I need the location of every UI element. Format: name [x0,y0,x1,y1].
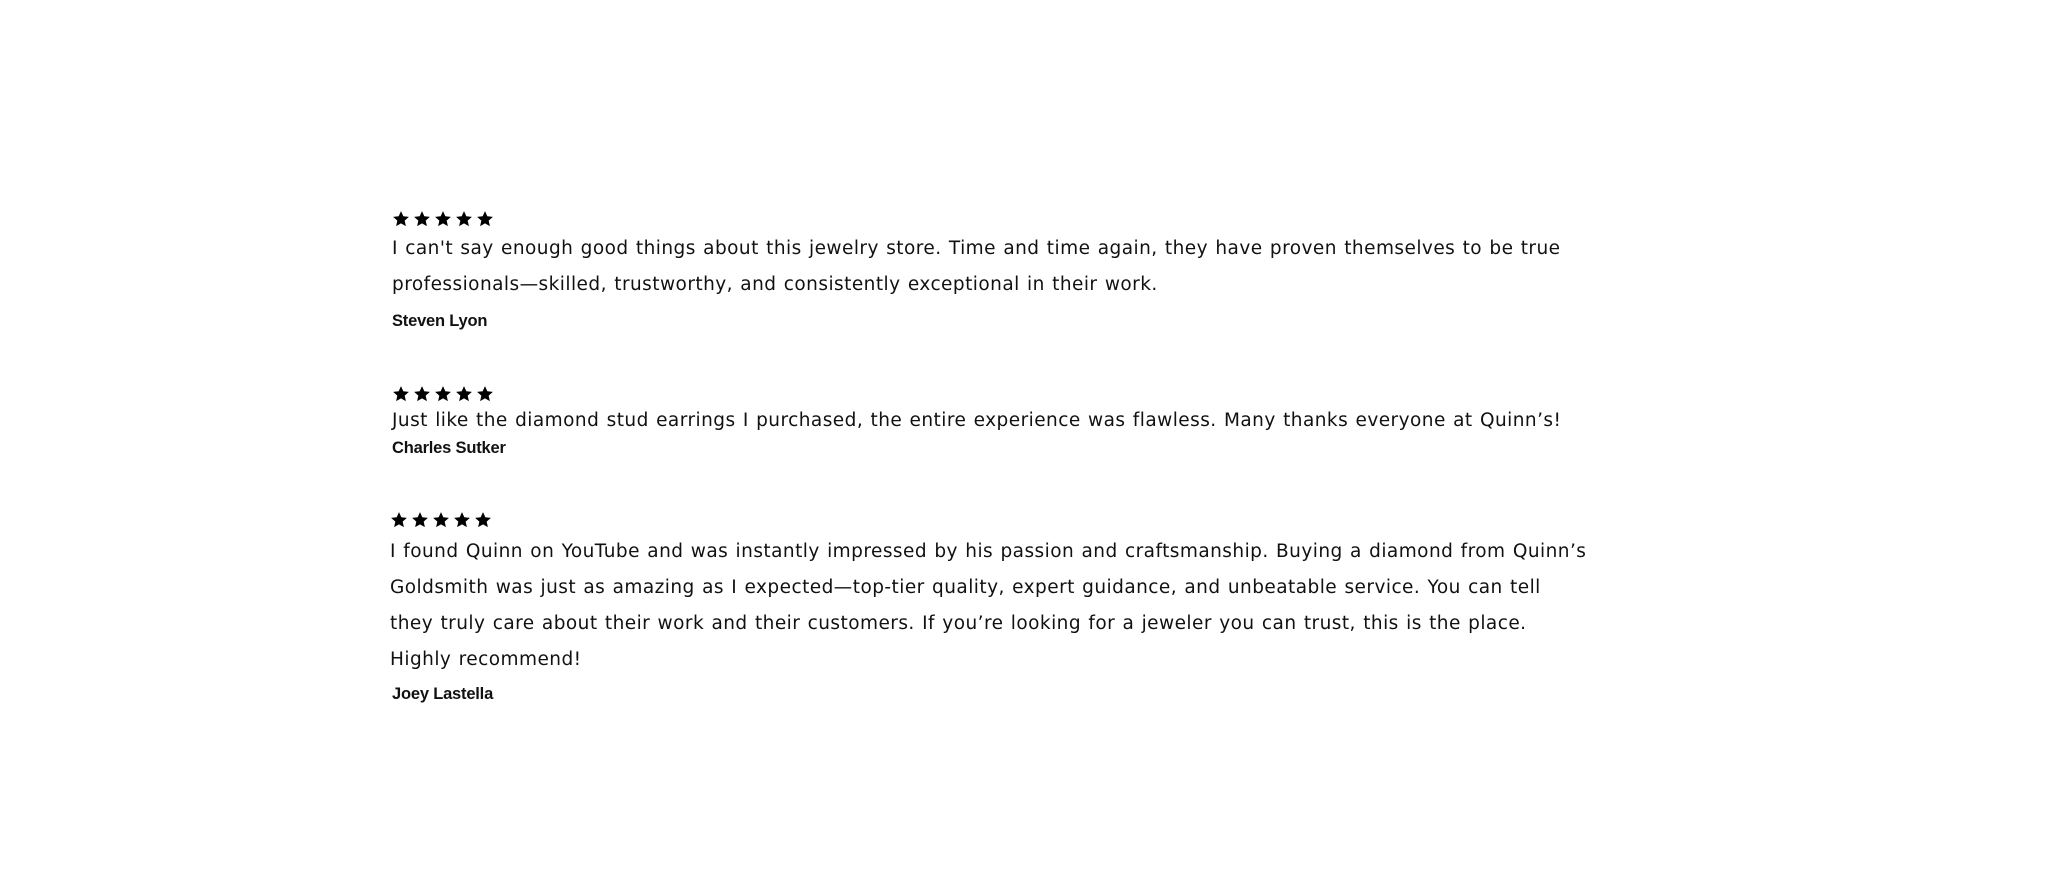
star-icon [455,385,473,403]
star-icon [434,385,452,403]
star-icon [453,511,471,529]
star-icon [476,210,494,228]
review-text: Just like the diamond stud earrings I purchased, the entire experience was flawless. Many thanks everyone at Quinn’s! [392,410,1562,431]
review-text: I can't say enough good things about this jewelry store. Time and time again, they have proven themselves to be true professionals—skilled, trustworthy, and consistently exceptional in their work. [392,238,1561,295]
star-rating [392,384,1652,404]
star-icon [392,385,410,403]
star-icon [390,511,408,529]
star-icon [432,511,450,529]
star-rating [392,209,1652,229]
review-card [390,510,1650,704]
review-author: Steven Lyon [392,312,488,330]
star-rating [390,510,1650,530]
star-icon [434,210,452,228]
review-author: Joey Lastella [392,685,494,703]
review-card [392,209,1652,331]
star-icon [413,210,431,228]
star-icon [476,385,494,403]
review-author: Charles Sutker [392,439,506,457]
star-icon [455,210,473,228]
star-icon [474,511,492,529]
star-icon [392,210,410,228]
star-icon [413,385,431,403]
star-icon [411,511,429,529]
review-card [392,384,1652,458]
review-text: I found Quinn on YouTube and was instantly impressed by his passion and craftsmanship. Buying a diamond from Quinn’s Goldsmith was just as amazing as I expected—top-tier quality, expert guidance, and unbeatable service. You can tell they truly care about their work and their customers. If you’re looking for a jeweler you can trust, this is the place. Highly recommend! [390,541,1587,670]
